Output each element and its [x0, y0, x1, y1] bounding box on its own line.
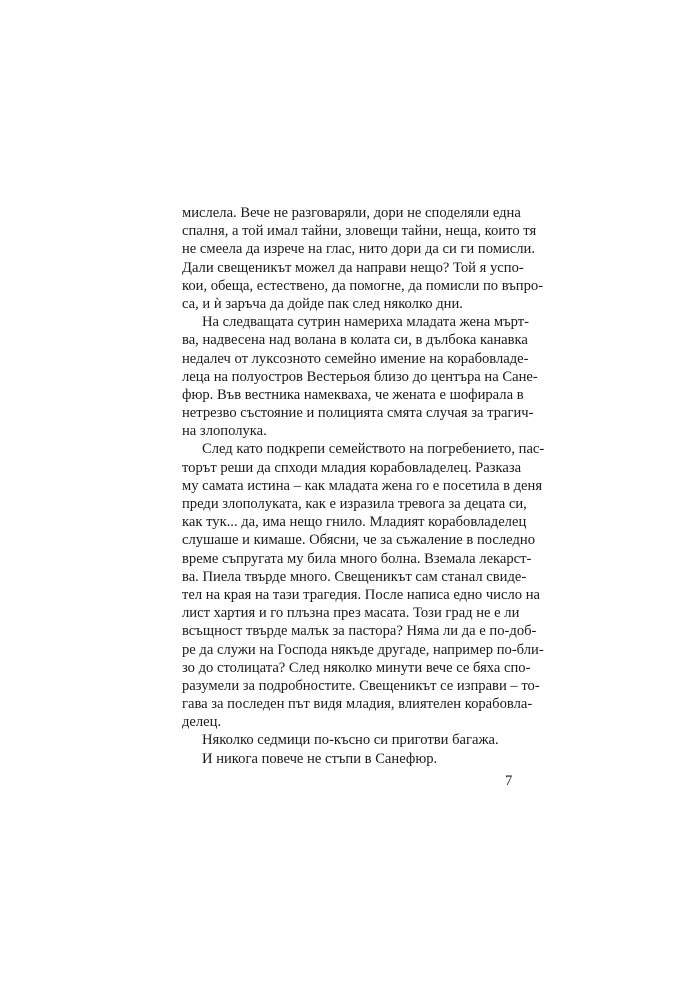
text-line: му самата истина – как младата жена го е посетила в деня: [182, 477, 543, 494]
text-line: как тук... да, има нещо гнило. Младият корабовладелец: [182, 514, 527, 531]
text-line: торът реши да спходи младия корабовладелец. Разказа: [182, 459, 522, 476]
text-line: делец.: [182, 714, 222, 731]
paragraph: [182, 204, 544, 313]
text-line: всъщност твърде малък за пастора? Няма ли да е по-доб-: [182, 623, 537, 640]
page-number: 7: [505, 773, 513, 789]
text-line: са, и ѝ заръча да дойде пак след няколко дни.: [182, 295, 463, 312]
text-line: време съпругата му била много болна. Вземала лекарст-: [182, 550, 532, 567]
text-line: мислела. Вече не разговаряли, дори не споделяли една: [182, 205, 521, 221]
text-line: ва, надвесена над волана в колата си, в дълбока канавка: [182, 332, 528, 349]
text-line: тел на края на тази трагедия. После написа едно число на: [182, 586, 540, 603]
text-line: преди злополуката, как е изразила тревога за децата си,: [182, 496, 527, 512]
paragraph: [182, 313, 538, 440]
text-line: гава за последен път видя младия, влиятелен корабовла-: [182, 696, 533, 713]
text-line: нетрезво състояние и полицията смята случая за трагич-: [182, 405, 534, 422]
text-line: След като подкрепи семейството на погребението, пас-: [202, 441, 545, 458]
paragraph: [182, 440, 545, 731]
text-line: на злополука.: [182, 423, 267, 440]
text-line: зо до столицата? След няколко минути вече се бяха спо-: [182, 659, 531, 676]
body-text: [182, 204, 545, 768]
paragraph: [182, 750, 518, 768]
text-line: На следващата сутрин намериха младата жена мърт-: [202, 314, 529, 331]
text-line: не смеела да изрече на глас, нито дори да си ги помисли.: [182, 241, 535, 258]
paragraph: [182, 731, 518, 749]
text-line: спалня, а той имал тайни, зловещи тайни, неща, които тя: [182, 223, 537, 240]
text-line: недалеч от луксозното семейно имение на корабовладе-: [182, 350, 529, 367]
text-line: лист хартия и го плъзна през масата. Този град не е ли: [182, 605, 520, 622]
text-line: разумели за подробностите. Свещеникът се изправи – то-: [182, 677, 540, 694]
text-line: леца на полуостров Вестерьоя близо до центъра на Сане-: [182, 368, 538, 385]
text-line: ре да служи на Господа някъде другаде, например по-бли-: [182, 641, 544, 658]
text-line: ва. Пиела твърде много. Свещеникът сам станал свиде-: [182, 568, 527, 585]
text-line: Дали свещеникът можел да направи нещо? Той я успо-: [182, 259, 524, 276]
text-line: Няколко седмици по-късно си приготви багажа.: [202, 732, 499, 749]
text-line: И никога повече не стъпи в Санефюр.: [202, 750, 438, 767]
text-line: кои, обеща, естествено, да помогне, да помисли по въпро-: [182, 277, 544, 294]
text-line: слушаше и кимаше. Обясни, че за съжаление в последно: [182, 532, 535, 549]
text-line: фюр. Във вестника намекваха, че жената е шофирала в: [182, 386, 524, 403]
